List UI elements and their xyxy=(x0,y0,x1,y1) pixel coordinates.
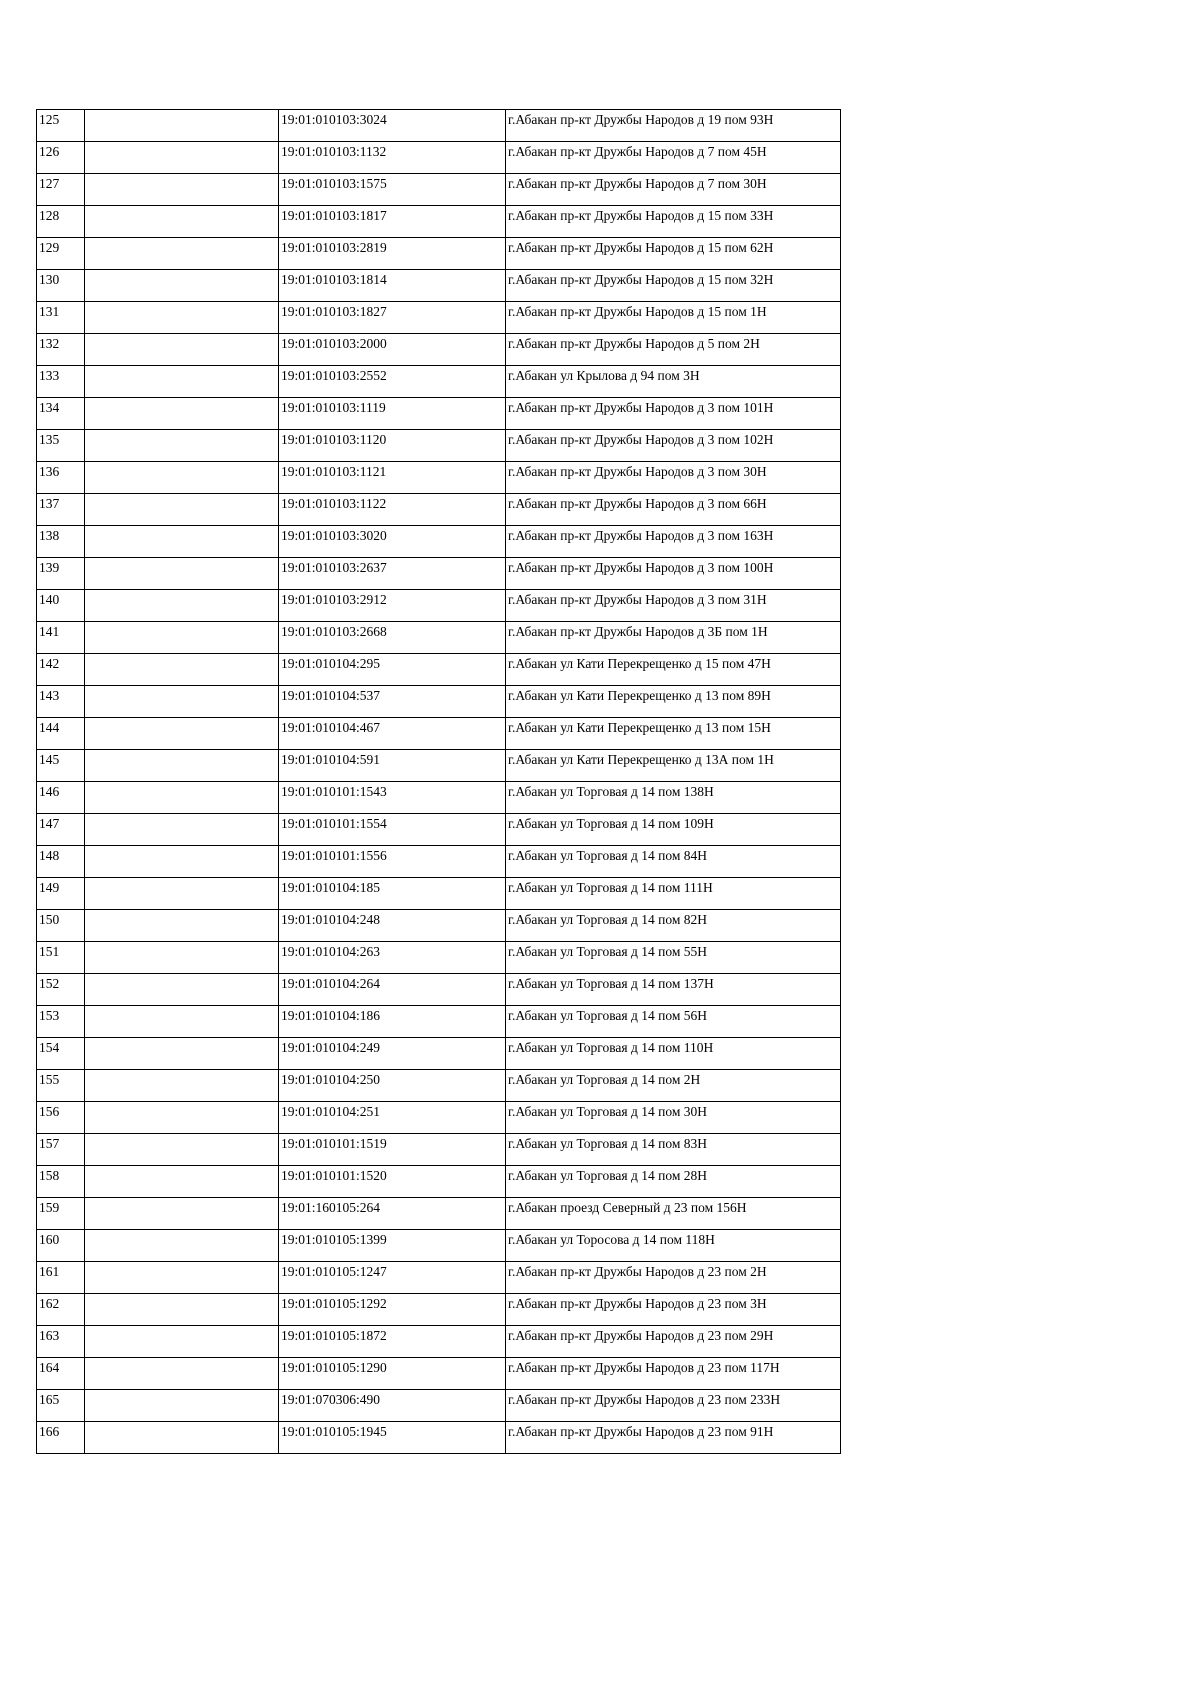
cadastral-number-cell: 19:01:010105:1872 xyxy=(279,1326,506,1358)
table-row xyxy=(37,1230,841,1262)
cadastral-number-cell: 19:01:010104:185 xyxy=(279,878,506,910)
owner-cell xyxy=(85,1102,279,1134)
owner-cell xyxy=(85,846,279,878)
table-row xyxy=(37,1422,841,1454)
row-number-cell: 149 xyxy=(37,878,85,910)
owner-cell xyxy=(85,270,279,302)
cadastral-number-cell: 19:01:010103:2912 xyxy=(279,590,506,622)
cadastral-number-cell: 19:01:010101:1520 xyxy=(279,1166,506,1198)
address-cell: г.Абакан ул Торговая д 14 пом 56Н xyxy=(506,1006,841,1038)
cadastral-number-cell: 19:01:010103:2000 xyxy=(279,334,506,366)
address-cell: г.Абакан ул Кати Перекрещенко д 13 пом 15Н xyxy=(506,718,841,750)
address-cell: г.Абакан пр-кт Дружбы Народов д 23 пом 3Н xyxy=(506,1294,841,1326)
cadastral-number-cell: 19:01:010103:1575 xyxy=(279,174,506,206)
address-cell: г.Абакан пр-кт Дружбы Народов д 3 пом 30Н xyxy=(506,462,841,494)
owner-cell xyxy=(85,558,279,590)
owner-cell xyxy=(85,782,279,814)
table-row xyxy=(37,1326,841,1358)
row-number-cell: 161 xyxy=(37,1262,85,1294)
table-row xyxy=(37,1166,841,1198)
address-cell: г.Абакан ул Торговая д 14 пом 84Н xyxy=(506,846,841,878)
owner-cell xyxy=(85,718,279,750)
table-row xyxy=(37,910,841,942)
row-number-cell: 141 xyxy=(37,622,85,654)
address-cell: г.Абакан ул Торговая д 14 пом 82Н xyxy=(506,910,841,942)
address-cell: г.Абакан пр-кт Дружбы Народов д 3 пом 100Н xyxy=(506,558,841,590)
table-row xyxy=(37,1294,841,1326)
owner-cell xyxy=(85,1390,279,1422)
table-row xyxy=(37,590,841,622)
table-row xyxy=(37,110,841,142)
table-row xyxy=(37,174,841,206)
row-number-cell: 142 xyxy=(37,654,85,686)
table-row xyxy=(37,942,841,974)
table-row xyxy=(37,1070,841,1102)
cadastral-number-cell: 19:01:010104:467 xyxy=(279,718,506,750)
table-row xyxy=(37,1390,841,1422)
row-number-cell: 130 xyxy=(37,270,85,302)
table-row xyxy=(37,558,841,590)
owner-cell xyxy=(85,1358,279,1390)
table-row xyxy=(37,142,841,174)
owner-cell xyxy=(85,206,279,238)
address-cell: г.Абакан ул Торговая д 14 пом 55Н xyxy=(506,942,841,974)
owner-cell xyxy=(85,590,279,622)
row-number-cell: 133 xyxy=(37,366,85,398)
row-number-cell: 146 xyxy=(37,782,85,814)
address-cell: г.Абакан пр-кт Дружбы Народов д 19 пом 93Н xyxy=(506,110,841,142)
owner-cell xyxy=(85,462,279,494)
row-number-cell: 150 xyxy=(37,910,85,942)
cadastral-number-cell: 19:01:010104:248 xyxy=(279,910,506,942)
row-number-cell: 151 xyxy=(37,942,85,974)
owner-cell xyxy=(85,526,279,558)
cadastral-number-cell: 19:01:010103:3024 xyxy=(279,110,506,142)
row-number-cell: 148 xyxy=(37,846,85,878)
table-row xyxy=(37,974,841,1006)
address-cell: г.Абакан ул Кати Перекрещенко д 13А пом 1Н xyxy=(506,750,841,782)
row-number-cell: 132 xyxy=(37,334,85,366)
cadastral-number-cell: 19:01:010103:3020 xyxy=(279,526,506,558)
address-cell: г.Абакан пр-кт Дружбы Народов д 15 пом 62Н xyxy=(506,238,841,270)
table-row xyxy=(37,334,841,366)
address-cell: г.Абакан пр-кт Дружбы Народов д 3 пом 163Н xyxy=(506,526,841,558)
table-row xyxy=(37,622,841,654)
owner-cell xyxy=(85,1198,279,1230)
table-row xyxy=(37,718,841,750)
row-number-cell: 137 xyxy=(37,494,85,526)
table-row xyxy=(37,1198,841,1230)
property-table xyxy=(36,109,841,1454)
address-cell: г.Абакан пр-кт Дружбы Народов д 23 пом 2Н xyxy=(506,1262,841,1294)
table-row xyxy=(37,686,841,718)
row-number-cell: 128 xyxy=(37,206,85,238)
table-row xyxy=(37,814,841,846)
row-number-cell: 144 xyxy=(37,718,85,750)
owner-cell xyxy=(85,334,279,366)
address-cell: г.Абакан ул Торговая д 14 пом 28Н xyxy=(506,1166,841,1198)
row-number-cell: 131 xyxy=(37,302,85,334)
row-number-cell: 159 xyxy=(37,1198,85,1230)
owner-cell xyxy=(85,430,279,462)
address-cell: г.Абакан ул Торговая д 14 пом 110Н xyxy=(506,1038,841,1070)
row-number-cell: 157 xyxy=(37,1134,85,1166)
cadastral-number-cell: 19:01:010103:1814 xyxy=(279,270,506,302)
owner-cell xyxy=(85,174,279,206)
owner-cell xyxy=(85,302,279,334)
table-row xyxy=(37,302,841,334)
address-cell: г.Абакан ул Торговая д 14 пом 83Н xyxy=(506,1134,841,1166)
table-row xyxy=(37,206,841,238)
cadastral-number-cell: 19:01:010104:186 xyxy=(279,1006,506,1038)
address-cell: г.Абакан пр-кт Дружбы Народов д 23 пом 91Н xyxy=(506,1422,841,1454)
owner-cell xyxy=(85,110,279,142)
table-row xyxy=(37,270,841,302)
table-row xyxy=(37,1134,841,1166)
owner-cell xyxy=(85,686,279,718)
address-cell: г.Абакан пр-кт Дружбы Народов д 15 пом 32Н xyxy=(506,270,841,302)
address-cell: г.Абакан пр-кт Дружбы Народов д 3 пом 66Н xyxy=(506,494,841,526)
address-cell: г.Абакан пр-кт Дружбы Народов д 3 пом 31Н xyxy=(506,590,841,622)
row-number-cell: 166 xyxy=(37,1422,85,1454)
cadastral-number-cell: 19:01:010103:1119 xyxy=(279,398,506,430)
row-number-cell: 163 xyxy=(37,1326,85,1358)
owner-cell xyxy=(85,1262,279,1294)
row-number-cell: 129 xyxy=(37,238,85,270)
table-row xyxy=(37,782,841,814)
owner-cell xyxy=(85,366,279,398)
address-cell: г.Абакан ул Торговая д 14 пом 137Н xyxy=(506,974,841,1006)
table-row xyxy=(37,1102,841,1134)
cadastral-number-cell: 19:01:010103:2819 xyxy=(279,238,506,270)
cadastral-number-cell: 19:01:010104:263 xyxy=(279,942,506,974)
row-number-cell: 145 xyxy=(37,750,85,782)
cadastral-number-cell: 19:01:010104:251 xyxy=(279,1102,506,1134)
cadastral-number-cell: 19:01:010104:250 xyxy=(279,1070,506,1102)
table-row xyxy=(37,1262,841,1294)
address-cell: г.Абакан ул Торосова д 14 пом 118Н xyxy=(506,1230,841,1262)
table-row xyxy=(37,878,841,910)
cadastral-number-cell: 19:01:010105:1945 xyxy=(279,1422,506,1454)
table-row xyxy=(37,1006,841,1038)
address-cell: г.Абакан ул Торговая д 14 пом 138Н xyxy=(506,782,841,814)
owner-cell xyxy=(85,654,279,686)
address-cell: г.Абакан пр-кт Дружбы Народов д 7 пом 45Н xyxy=(506,142,841,174)
address-cell: г.Абакан пр-кт Дружбы Народов д 23 пом 233Н xyxy=(506,1390,841,1422)
cadastral-number-cell: 19:01:010101:1519 xyxy=(279,1134,506,1166)
row-number-cell: 147 xyxy=(37,814,85,846)
owner-cell xyxy=(85,814,279,846)
cadastral-number-cell: 19:01:010105:1399 xyxy=(279,1230,506,1262)
owner-cell xyxy=(85,1422,279,1454)
row-number-cell: 125 xyxy=(37,110,85,142)
table-row xyxy=(37,238,841,270)
row-number-cell: 139 xyxy=(37,558,85,590)
table-row xyxy=(37,398,841,430)
cadastral-number-cell: 19:01:010105:1292 xyxy=(279,1294,506,1326)
table-row xyxy=(37,846,841,878)
table-row xyxy=(37,526,841,558)
owner-cell xyxy=(85,750,279,782)
row-number-cell: 136 xyxy=(37,462,85,494)
row-number-cell: 154 xyxy=(37,1038,85,1070)
owner-cell xyxy=(85,1070,279,1102)
row-number-cell: 155 xyxy=(37,1070,85,1102)
cadastral-number-cell: 19:01:010103:1817 xyxy=(279,206,506,238)
cadastral-number-cell: 19:01:010103:1827 xyxy=(279,302,506,334)
row-number-cell: 160 xyxy=(37,1230,85,1262)
row-number-cell: 143 xyxy=(37,686,85,718)
owner-cell xyxy=(85,398,279,430)
cadastral-number-cell: 19:01:010103:1120 xyxy=(279,430,506,462)
cadastral-number-cell: 19:01:010105:1290 xyxy=(279,1358,506,1390)
cadastral-number-cell: 19:01:010104:591 xyxy=(279,750,506,782)
cadastral-number-cell: 19:01:010105:1247 xyxy=(279,1262,506,1294)
address-cell: г.Абакан ул Кати Перекрещенко д 15 пом 47Н xyxy=(506,654,841,686)
owner-cell xyxy=(85,1006,279,1038)
table-row xyxy=(37,494,841,526)
cadastral-number-cell: 19:01:070306:490 xyxy=(279,1390,506,1422)
table-row xyxy=(37,1358,841,1390)
row-number-cell: 127 xyxy=(37,174,85,206)
row-number-cell: 135 xyxy=(37,430,85,462)
owner-cell xyxy=(85,142,279,174)
row-number-cell: 162 xyxy=(37,1294,85,1326)
owner-cell xyxy=(85,910,279,942)
row-number-cell: 152 xyxy=(37,974,85,1006)
owner-cell xyxy=(85,1230,279,1262)
cadastral-number-cell: 19:01:160105:264 xyxy=(279,1198,506,1230)
address-cell: г.Абакан ул Торговая д 14 пом 2Н xyxy=(506,1070,841,1102)
cadastral-number-cell: 19:01:010101:1554 xyxy=(279,814,506,846)
address-cell: г.Абакан проезд Северный д 23 пом 156Н xyxy=(506,1198,841,1230)
table-row xyxy=(37,654,841,686)
owner-cell xyxy=(85,974,279,1006)
address-cell: г.Абакан пр-кт Дружбы Народов д 5 пом 2Н xyxy=(506,334,841,366)
cadastral-number-cell: 19:01:010103:2668 xyxy=(279,622,506,654)
row-number-cell: 158 xyxy=(37,1166,85,1198)
address-cell: г.Абакан ул Торговая д 14 пом 30Н xyxy=(506,1102,841,1134)
cadastral-number-cell: 19:01:010101:1556 xyxy=(279,846,506,878)
table-row xyxy=(37,366,841,398)
cadastral-number-cell: 19:01:010104:295 xyxy=(279,654,506,686)
address-cell: г.Абакан пр-кт Дружбы Народов д 15 пом 1Н xyxy=(506,302,841,334)
row-number-cell: 156 xyxy=(37,1102,85,1134)
owner-cell xyxy=(85,238,279,270)
row-number-cell: 134 xyxy=(37,398,85,430)
address-cell: г.Абакан пр-кт Дружбы Народов д 23 пом 117Н xyxy=(506,1358,841,1390)
owner-cell xyxy=(85,942,279,974)
address-cell: г.Абакан пр-кт Дружбы Народов д 23 пом 29Н xyxy=(506,1326,841,1358)
row-number-cell: 138 xyxy=(37,526,85,558)
owner-cell xyxy=(85,1134,279,1166)
owner-cell xyxy=(85,878,279,910)
address-cell: г.Абакан ул Торговая д 14 пом 111Н xyxy=(506,878,841,910)
cadastral-number-cell: 19:01:010104:537 xyxy=(279,686,506,718)
owner-cell xyxy=(85,622,279,654)
row-number-cell: 165 xyxy=(37,1390,85,1422)
address-cell: г.Абакан пр-кт Дружбы Народов д 3Б пом 1Н xyxy=(506,622,841,654)
address-cell: г.Абакан пр-кт Дружбы Народов д 3 пом 102Н xyxy=(506,430,841,462)
cadastral-number-cell: 19:01:010103:1121 xyxy=(279,462,506,494)
row-number-cell: 164 xyxy=(37,1358,85,1390)
table-row xyxy=(37,462,841,494)
owner-cell xyxy=(85,1294,279,1326)
address-cell: г.Абакан ул Торговая д 14 пом 109Н xyxy=(506,814,841,846)
cadastral-number-cell: 19:01:010103:1132 xyxy=(279,142,506,174)
cadastral-number-cell: 19:01:010104:249 xyxy=(279,1038,506,1070)
row-number-cell: 126 xyxy=(37,142,85,174)
cadastral-number-cell: 19:01:010104:264 xyxy=(279,974,506,1006)
cadastral-number-cell: 19:01:010103:2637 xyxy=(279,558,506,590)
table-row xyxy=(37,1038,841,1070)
owner-cell xyxy=(85,1038,279,1070)
row-number-cell: 153 xyxy=(37,1006,85,1038)
cadastral-number-cell: 19:01:010101:1543 xyxy=(279,782,506,814)
address-cell: г.Абакан ул Крылова д 94 пом 3Н xyxy=(506,366,841,398)
address-cell: г.Абакан пр-кт Дружбы Народов д 15 пом 33Н xyxy=(506,206,841,238)
owner-cell xyxy=(85,494,279,526)
cadastral-number-cell: 19:01:010103:1122 xyxy=(279,494,506,526)
table-body xyxy=(37,110,841,1454)
table-row xyxy=(37,430,841,462)
owner-cell xyxy=(85,1166,279,1198)
address-cell: г.Абакан ул Кати Перекрещенко д 13 пом 89Н xyxy=(506,686,841,718)
address-cell: г.Абакан пр-кт Дружбы Народов д 7 пом 30Н xyxy=(506,174,841,206)
address-cell: г.Абакан пр-кт Дружбы Народов д 3 пом 101Н xyxy=(506,398,841,430)
row-number-cell: 140 xyxy=(37,590,85,622)
owner-cell xyxy=(85,1326,279,1358)
table-row xyxy=(37,750,841,782)
cadastral-number-cell: 19:01:010103:2552 xyxy=(279,366,506,398)
